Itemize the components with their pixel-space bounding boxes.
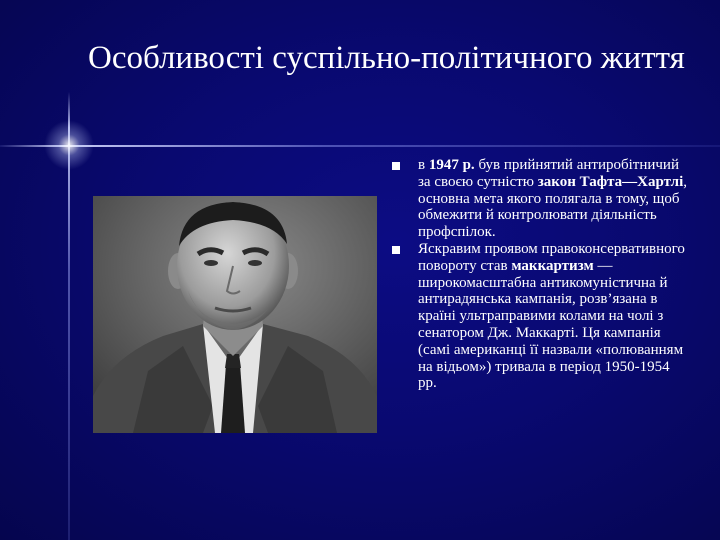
bullet-item — [390, 157, 690, 241]
portrait-photo — [93, 196, 377, 433]
bullet-square-icon — [392, 246, 400, 254]
decor-star-glow — [44, 120, 94, 170]
bullet-square-icon — [392, 162, 400, 170]
bullet-text: в 1947 р. був прийнятий антиробітничий за своєю сутністю закон Тафта—Хартлі, основна мета якого полягала в тому, щоб обмежити й контролювати діяльність профспілок. — [418, 157, 687, 241]
horizontal-decor-line — [0, 145, 720, 147]
bullet-text: Яскравим проявом правоконсервативного повороту став маккартизм — широкомасштабна антикомуністична й антирадянська кампанія, розв’язана в країні ультраправими колами на чолі з сенатором Дж. Маккарті. Ця кампанія (самі американці її назвали «полюванням на відьом») тривала в період 1950-1954 рр. — [418, 240, 685, 392]
slide-title: Особливості суспільно-політичного життя — [88, 40, 685, 76]
bullet-item — [390, 241, 690, 392]
bullet-list — [390, 157, 690, 392]
